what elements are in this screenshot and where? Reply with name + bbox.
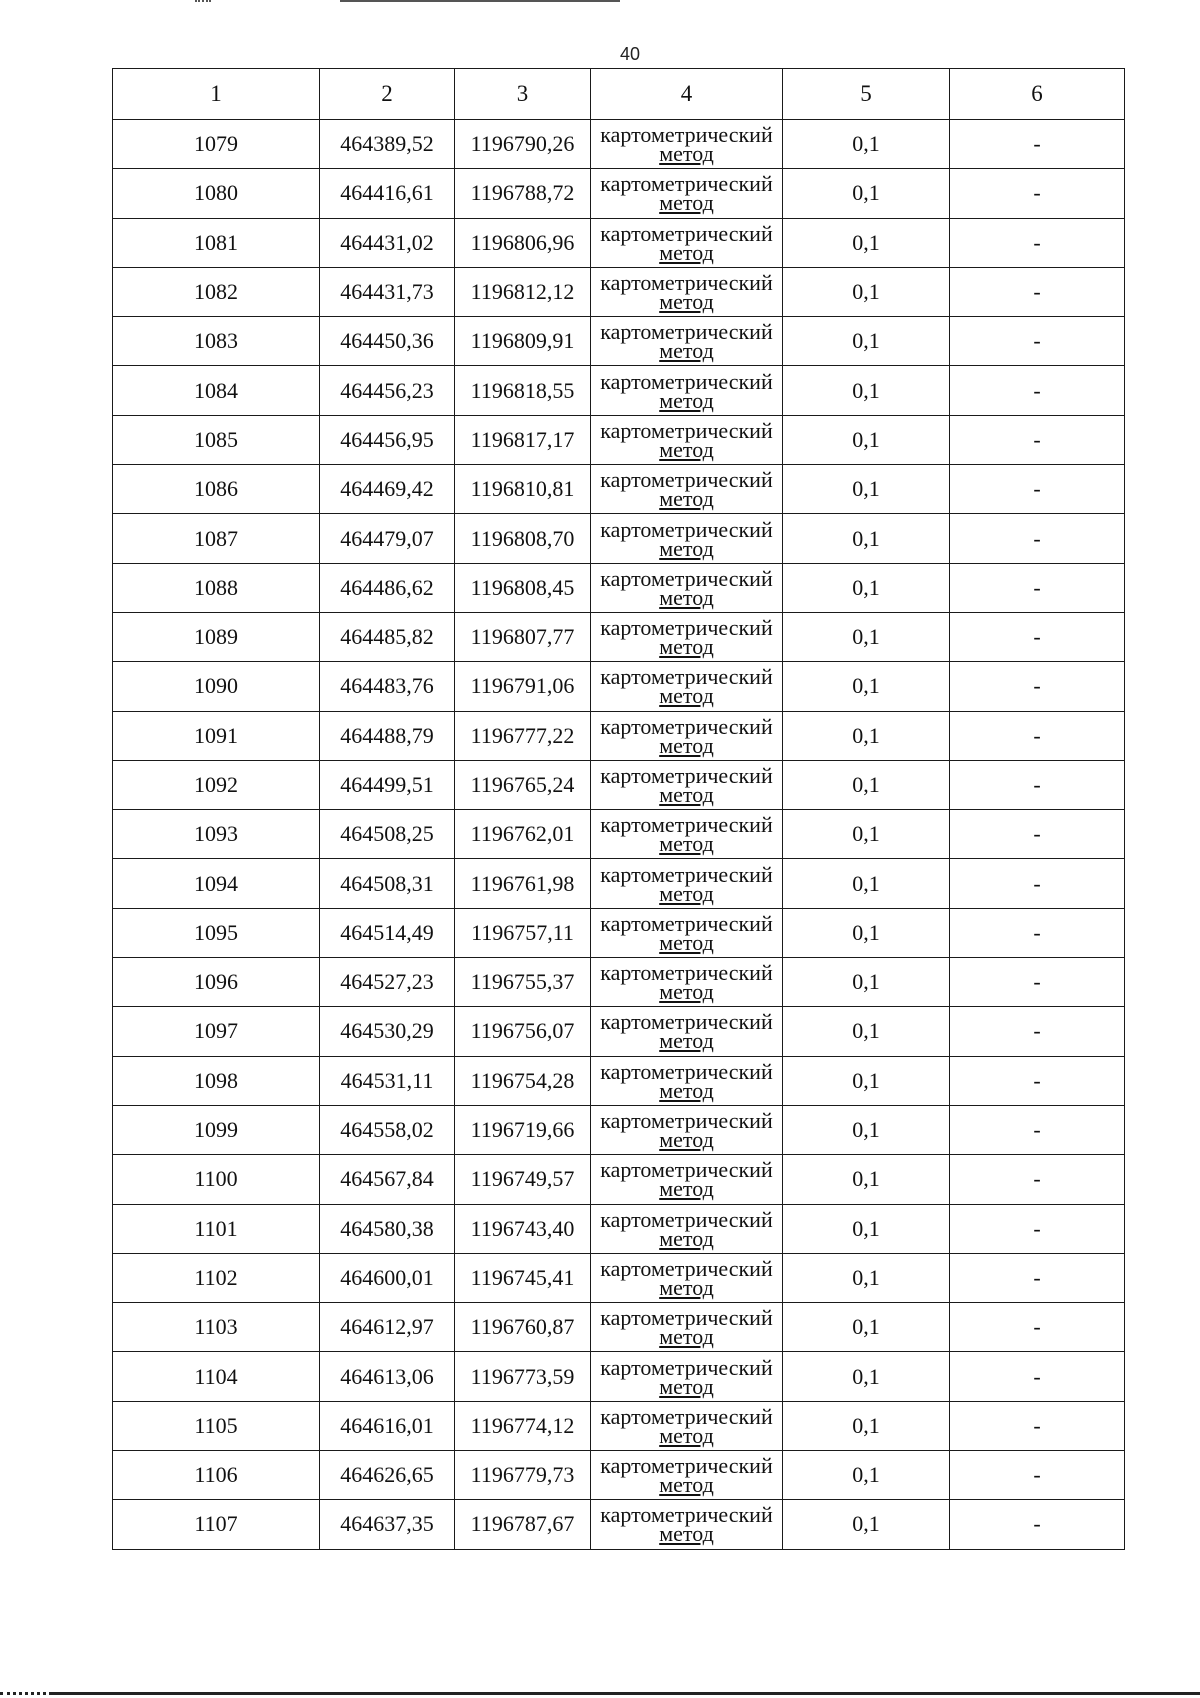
method-line-1: картометрический [600,1354,773,1380]
accuracy-cell: 0,1 [783,514,950,563]
y-coordinate-cell: 1196808,45 [455,563,591,612]
method-line-2: метод [659,190,714,216]
point-number-cell: 1090 [113,662,320,711]
method-line-2: метод [659,1127,714,1153]
y-coordinate-cell: 1196765,24 [455,760,591,809]
method-line-1: картометрический [600,417,773,443]
method-line-1: картометрический [600,713,773,739]
note-cell: - [950,415,1125,464]
table-row [113,514,1125,563]
method-line-1: картометрический [600,861,773,887]
note-cell: - [950,1352,1125,1401]
method-cell [591,1451,783,1500]
point-number-cell: 1101 [113,1204,320,1253]
y-coordinate-cell: 1196762,01 [455,810,591,859]
method-cell [591,169,783,218]
accuracy-cell: 0,1 [783,465,950,514]
point-number-cell: 1104 [113,1352,320,1401]
point-number-cell: 1082 [113,267,320,316]
point-number-cell: 1084 [113,366,320,415]
method-line-2: метод [659,683,714,709]
method-line-2: метод [659,1521,714,1547]
y-coordinate-cell: 1196756,07 [455,1007,591,1056]
point-number-cell: 1092 [113,760,320,809]
table-row [113,1401,1125,1450]
x-coordinate-cell: 464637,35 [320,1500,455,1549]
y-coordinate-cell: 1196777,22 [455,711,591,760]
method-cell [591,1056,783,1105]
method-line-1: картометрический [600,1453,773,1479]
method-cell [591,120,783,169]
x-coordinate-cell: 464479,07 [320,514,455,563]
y-coordinate-cell: 1196761,98 [455,859,591,908]
note-cell: - [950,1401,1125,1450]
table-row [113,908,1125,957]
method-cell [591,1500,783,1549]
table-header-row [113,69,1125,120]
note-cell: - [950,563,1125,612]
method-line-2: метод [659,584,714,610]
x-coordinate-cell: 464580,38 [320,1204,455,1253]
table-row [113,366,1125,415]
note-cell: - [950,908,1125,957]
accuracy-cell: 0,1 [783,1204,950,1253]
y-coordinate-cell: 1196760,87 [455,1303,591,1352]
method-line-2: метод [659,732,714,758]
note-cell: - [950,514,1125,563]
table-row [113,1352,1125,1401]
point-number-cell: 1107 [113,1500,320,1549]
method-cell [591,514,783,563]
table-row [113,1007,1125,1056]
method-line-2: метод [659,141,714,167]
point-number-cell: 1079 [113,120,320,169]
point-number-cell: 1097 [113,1007,320,1056]
x-coordinate-cell: 464527,23 [320,958,455,1007]
accuracy-cell: 0,1 [783,958,950,1007]
table-row [113,1303,1125,1352]
method-line-2: метод [659,387,714,413]
note-cell: - [950,1500,1125,1549]
point-number-cell: 1080 [113,169,320,218]
accuracy-cell: 0,1 [783,1303,950,1352]
method-line-2: метод [659,239,714,265]
point-number-cell: 1085 [113,415,320,464]
method-line-2: метод [659,1225,714,1251]
method-line-1: картометрический [600,1403,773,1429]
method-cell [591,711,783,760]
note-cell: - [950,1303,1125,1352]
note-cell: - [950,169,1125,218]
y-coordinate-cell: 1196809,91 [455,317,591,366]
method-line-1: картометрический [600,122,773,148]
note-cell: - [950,317,1125,366]
x-coordinate-cell: 464416,61 [320,169,455,218]
accuracy-cell: 0,1 [783,612,950,661]
x-coordinate-cell: 464626,65 [320,1451,455,1500]
method-line-1: картометрический [600,368,773,394]
y-coordinate-cell: 1196810,81 [455,465,591,514]
y-coordinate-cell: 1196779,73 [455,1451,591,1500]
note-cell: - [950,1204,1125,1253]
method-line-1: картометрический [600,1157,773,1183]
accuracy-cell: 0,1 [783,317,950,366]
note-cell: - [950,711,1125,760]
header-col-6: 6 [950,69,1125,120]
method-line-2: метод [659,929,714,955]
method-cell [591,218,783,267]
table-row [113,1204,1125,1253]
y-coordinate-cell: 1196755,37 [455,958,591,1007]
table-row [113,169,1125,218]
x-coordinate-cell: 464456,95 [320,415,455,464]
header-col-3: 3 [455,69,591,120]
y-coordinate-cell: 1196719,66 [455,1105,591,1154]
accuracy-cell: 0,1 [783,415,950,464]
method-line-2: метод [659,1176,714,1202]
y-coordinate-cell: 1196812,12 [455,267,591,316]
table-row [113,415,1125,464]
y-coordinate-cell: 1196807,77 [455,612,591,661]
method-line-1: картометрический [600,565,773,591]
method-line-1: картометрический [600,615,773,641]
point-number-cell: 1081 [113,218,320,267]
accuracy-cell: 0,1 [783,366,950,415]
method-line-2: метод [659,535,714,561]
table-body [113,120,1125,1550]
table-row [113,1500,1125,1549]
method-line-1: картометрический [600,910,773,936]
accuracy-cell: 0,1 [783,1253,950,1302]
method-line-2: метод [659,289,714,315]
method-line-2: метод [659,1422,714,1448]
accuracy-cell: 0,1 [783,810,950,859]
table-row [113,465,1125,514]
accuracy-cell: 0,1 [783,1155,950,1204]
note-cell: - [950,958,1125,1007]
y-coordinate-cell: 1196773,59 [455,1352,591,1401]
point-number-cell: 1093 [113,810,320,859]
method-cell [591,760,783,809]
method-cell [591,1253,783,1302]
note-cell: - [950,662,1125,711]
method-line-1: картометрический [600,664,773,690]
x-coordinate-cell: 464514,49 [320,908,455,957]
method-cell [591,810,783,859]
x-coordinate-cell: 464485,82 [320,612,455,661]
table-row [113,120,1125,169]
method-line-2: метод [659,1373,714,1399]
note-cell: - [950,1155,1125,1204]
y-coordinate-cell: 1196790,26 [455,120,591,169]
point-number-cell: 1088 [113,563,320,612]
method-line-1: картометрический [600,467,773,493]
method-line-1: картометрический [600,1255,773,1281]
method-cell [591,859,783,908]
table-row [113,1253,1125,1302]
method-line-1: картометрический [600,812,773,838]
method-line-2: метод [659,486,714,512]
table-row [113,859,1125,908]
note-cell: - [950,218,1125,267]
x-coordinate-cell: 464431,02 [320,218,455,267]
x-coordinate-cell: 464486,62 [320,563,455,612]
x-coordinate-cell: 464616,01 [320,1401,455,1450]
method-line-2: метод [659,1472,714,1498]
accuracy-cell: 0,1 [783,1401,950,1450]
y-coordinate-cell: 1196774,12 [455,1401,591,1450]
x-coordinate-cell: 464469,42 [320,465,455,514]
table-row [113,317,1125,366]
point-number-cell: 1091 [113,711,320,760]
point-number-cell: 1100 [113,1155,320,1204]
x-coordinate-cell: 464508,31 [320,859,455,908]
accuracy-cell: 0,1 [783,169,950,218]
accuracy-cell: 0,1 [783,1007,950,1056]
header-col-2: 2 [320,69,455,120]
table-row [113,958,1125,1007]
accuracy-cell: 0,1 [783,1352,950,1401]
method-line-1: картометрический [600,1108,773,1134]
x-coordinate-cell: 464483,76 [320,662,455,711]
accuracy-cell: 0,1 [783,1056,950,1105]
method-line-1: картометрический [600,319,773,345]
table-row [113,267,1125,316]
note-cell: - [950,1007,1125,1056]
method-cell [591,958,783,1007]
method-line-1: картометрический [600,220,773,246]
note-cell: - [950,1105,1125,1154]
x-coordinate-cell: 464450,36 [320,317,455,366]
x-coordinate-cell: 464558,02 [320,1105,455,1154]
note-cell: - [950,1253,1125,1302]
x-coordinate-cell: 464531,11 [320,1056,455,1105]
method-line-1: картометрический [600,1058,773,1084]
accuracy-cell: 0,1 [783,1105,950,1154]
y-coordinate-cell: 1196743,40 [455,1204,591,1253]
point-number-cell: 1089 [113,612,320,661]
x-coordinate-cell: 464488,79 [320,711,455,760]
note-cell: - [950,810,1125,859]
table-row [113,711,1125,760]
x-coordinate-cell: 464508,25 [320,810,455,859]
accuracy-cell: 0,1 [783,1451,950,1500]
method-cell [591,317,783,366]
x-coordinate-cell: 464530,29 [320,1007,455,1056]
accuracy-cell: 0,1 [783,1500,950,1549]
method-cell [591,908,783,957]
y-coordinate-cell: 1196806,96 [455,218,591,267]
x-coordinate-cell: 464612,97 [320,1303,455,1352]
point-number-cell: 1106 [113,1451,320,1500]
accuracy-cell: 0,1 [783,218,950,267]
method-cell [591,267,783,316]
method-cell [591,563,783,612]
method-cell [591,415,783,464]
note-cell: - [950,267,1125,316]
method-line-1: картометрический [600,1206,773,1232]
point-number-cell: 1094 [113,859,320,908]
method-line-1: картометрический [600,763,773,788]
method-line-2: метод [659,634,714,660]
method-line-1: картометрический [600,516,773,542]
coordinates-table [112,68,1125,1550]
method-line-2: метод [659,880,714,906]
method-cell [591,1303,783,1352]
method-cell [591,1204,783,1253]
method-line-2: метод [659,1077,714,1103]
method-line-2: метод [659,979,714,1005]
header-col-5: 5 [783,69,950,120]
method-line-2: метод [659,338,714,364]
method-cell [591,465,783,514]
table-row [113,662,1125,711]
x-coordinate-cell: 464567,84 [320,1155,455,1204]
method-cell [591,612,783,661]
point-number-cell: 1105 [113,1401,320,1450]
y-coordinate-cell: 1196787,67 [455,1500,591,1549]
method-cell [591,1007,783,1056]
point-number-cell: 1102 [113,1253,320,1302]
point-number-cell: 1103 [113,1303,320,1352]
y-coordinate-cell: 1196817,17 [455,415,591,464]
table-row [113,1155,1125,1204]
point-number-cell: 1098 [113,1056,320,1105]
method-line-2: метод [659,831,714,857]
method-line-2: метод [659,436,714,462]
method-line-2: метод [659,1324,714,1350]
method-cell [591,1155,783,1204]
point-number-cell: 1096 [113,958,320,1007]
x-coordinate-cell: 464613,06 [320,1352,455,1401]
method-cell [591,1401,783,1450]
method-line-1: картометрический [600,960,773,986]
method-line-2: метод [659,782,714,807]
method-line-1: картометрический [600,1009,773,1035]
accuracy-cell: 0,1 [783,120,950,169]
y-coordinate-cell: 1196791,06 [455,662,591,711]
y-coordinate-cell: 1196749,57 [455,1155,591,1204]
table-row [113,760,1125,809]
x-coordinate-cell: 464499,51 [320,760,455,809]
y-coordinate-cell: 1196757,11 [455,908,591,957]
table-row [113,563,1125,612]
method-cell [591,1105,783,1154]
point-number-cell: 1086 [113,465,320,514]
y-coordinate-cell: 1196818,55 [455,366,591,415]
x-coordinate-cell: 464456,23 [320,366,455,415]
y-coordinate-cell: 1196754,28 [455,1056,591,1105]
method-line-1: картометрический [600,1502,773,1528]
note-cell: - [950,859,1125,908]
method-line-1: картометрический [600,270,773,296]
header-col-4: 4 [591,69,783,120]
y-coordinate-cell: 1196745,41 [455,1253,591,1302]
accuracy-cell: 0,1 [783,908,950,957]
table-row [113,218,1125,267]
accuracy-cell: 0,1 [783,563,950,612]
method-line-2: метод [659,1274,714,1300]
table-row [113,612,1125,661]
point-number-cell: 1083 [113,317,320,366]
accuracy-cell: 0,1 [783,267,950,316]
note-cell: - [950,465,1125,514]
scan-artifact-bottom-rule [50,1692,1200,1695]
point-number-cell: 1095 [113,908,320,957]
point-number-cell: 1087 [113,514,320,563]
table-row [113,1056,1125,1105]
x-coordinate-cell: 464431,73 [320,267,455,316]
table-row [113,1451,1125,1500]
scan-artifact-mark [195,0,211,5]
point-number-cell: 1099 [113,1105,320,1154]
method-cell [591,662,783,711]
y-coordinate-cell: 1196788,72 [455,169,591,218]
x-coordinate-cell: 464600,01 [320,1253,455,1302]
page-number: 40 [619,44,641,64]
method-cell [591,1352,783,1401]
method-line-2: метод [659,1028,714,1054]
accuracy-cell: 0,1 [783,711,950,760]
note-cell: - [950,120,1125,169]
accuracy-cell: 0,1 [783,760,950,809]
header-col-1: 1 [113,69,320,120]
note-cell: - [950,612,1125,661]
note-cell: - [950,760,1125,809]
y-coordinate-cell: 1196808,70 [455,514,591,563]
scan-artifact-rule [340,0,620,6]
table-row [113,810,1125,859]
accuracy-cell: 0,1 [783,662,950,711]
note-cell: - [950,1056,1125,1105]
method-cell [591,366,783,415]
note-cell: - [950,1451,1125,1500]
method-line-1: картометрический [600,171,773,197]
x-coordinate-cell: 464389,52 [320,120,455,169]
method-line-1: картометрический [600,1305,773,1331]
note-cell: - [950,366,1125,415]
table-row [113,1105,1125,1154]
accuracy-cell: 0,1 [783,859,950,908]
